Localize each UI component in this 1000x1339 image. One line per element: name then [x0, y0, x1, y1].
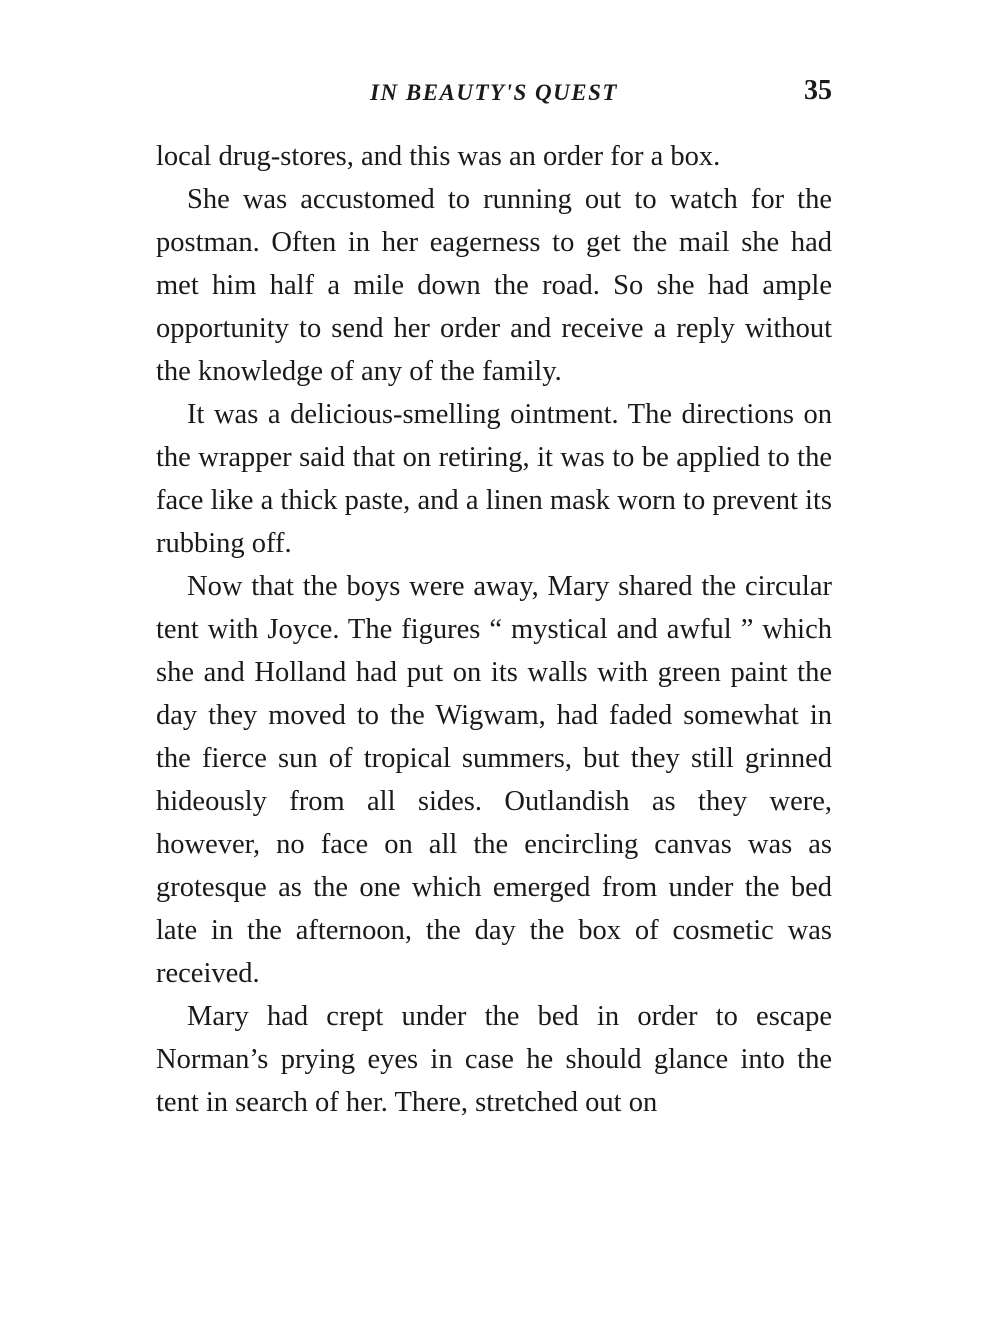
page-number: 35 [804, 75, 832, 106]
paragraph-postman: She was accustomed to running out to watch for the postman. Often in her eagerness to get the mail she had met him half a mile down the road. So she had ample opportunity to send her order and receive a reply without the knowledge of any of the family. [156, 184, 832, 387]
paragraph-ointment: It was a delicious-smelling ointment. The directions on the wrapper said that on retiring, it was to be applied to the face like a thick paste, and a linen mask worn to prevent its rubbing off. [156, 399, 832, 559]
paragraph-under-bed: Mary had crept under the bed in order to escape Norman’s prying eyes in case he should glance into the tent in search of her. There, stretched out on [156, 1001, 832, 1118]
running-title: IN BEAUTY'S QUEST [370, 80, 618, 105]
body-text [156, 135, 832, 1124]
running-header [156, 76, 832, 110]
paragraph-continuation: local drug-stores, and this was an order for a box. [156, 141, 721, 172]
paragraph-tent: Now that the boys were away, Mary shared the circular tent with Joyce. The figures “ mystical and awful ” which she and Holland had put on its walls with green paint the day they moved to the Wigwam, had faded somewhat in the fierce sun of tropical summers, but they still grinned hideously from all sides. Outlandish as they were, however, no face on all the encircling canvas was as grotesque as the one which emerged from under the bed late in the afternoon, the day the box of cosmetic was received. [156, 571, 832, 989]
